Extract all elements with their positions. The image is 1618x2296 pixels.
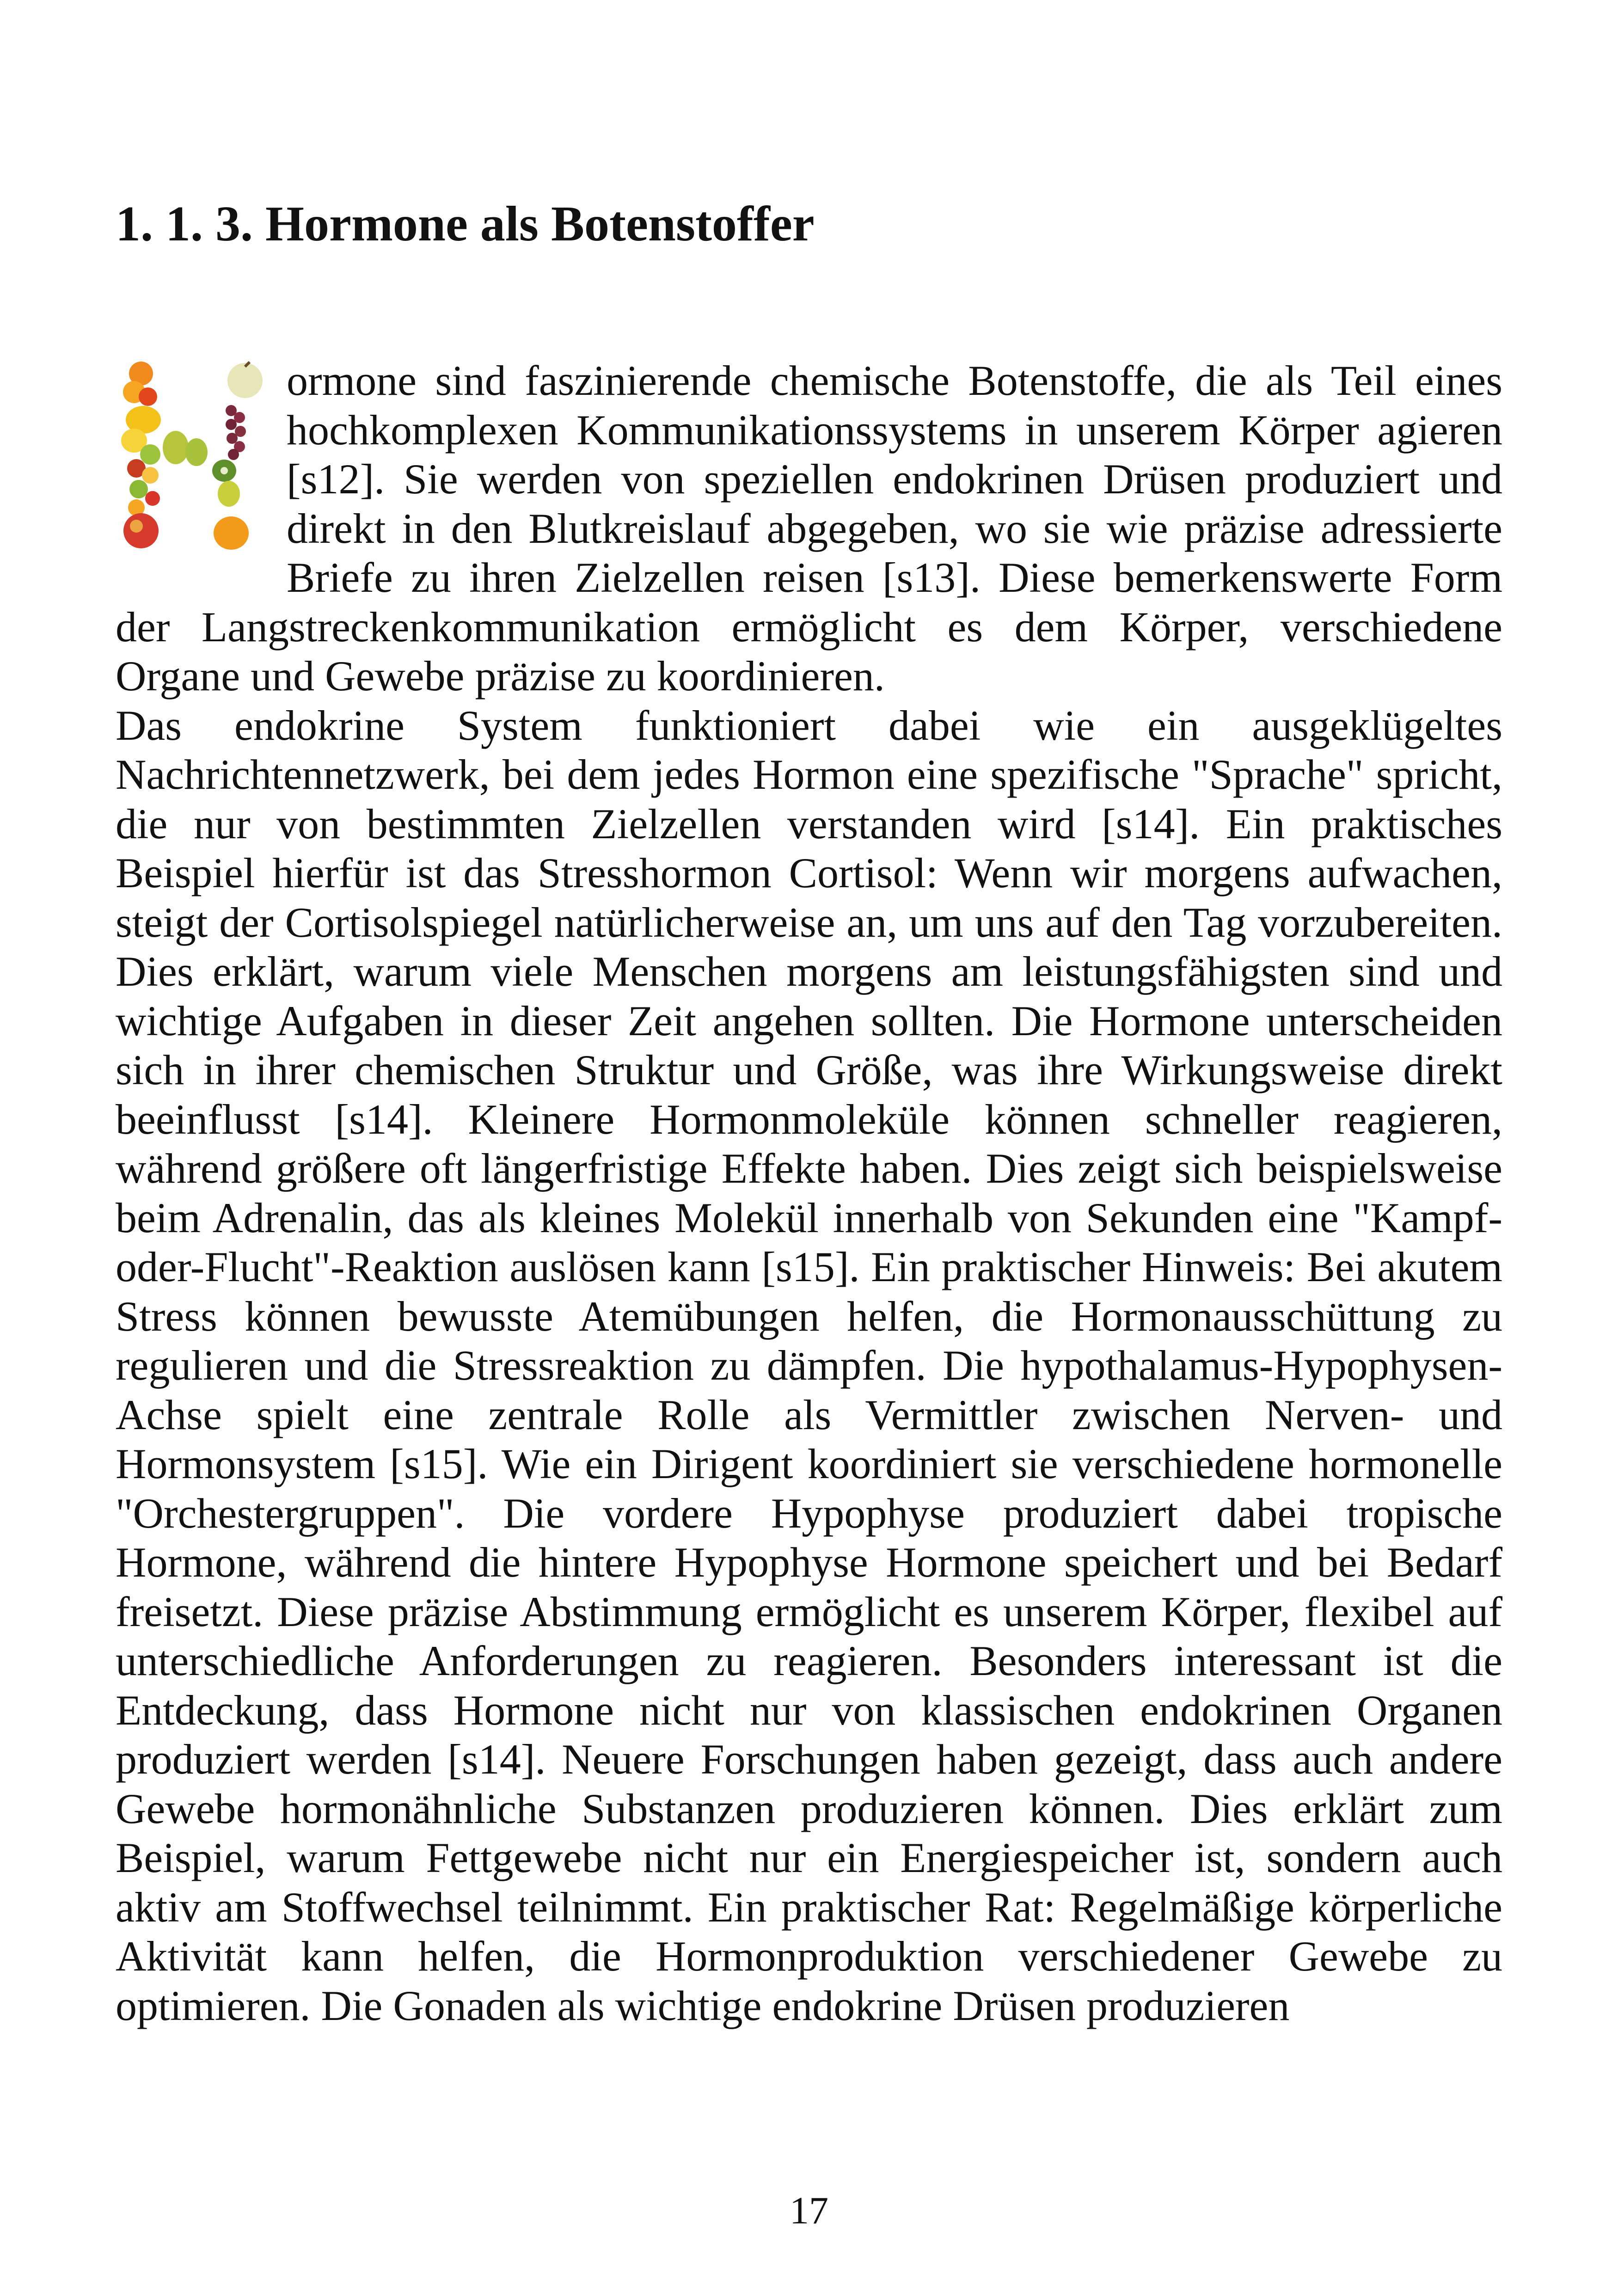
- body-text: [116, 356, 1502, 2030]
- page-number: 17: [790, 2189, 828, 2232]
- paragraph-text: ormone sind faszinierende chemische Botenstoffe, die als Teil eines hochkomplexen Kommunikationssystems in unserem Körper agieren [s12]. Sie werden von speziellen endokrinen Drüsen produziert und direkt in den Blutkreislauf abgegeben, wo sie wie präzise adressierte Briefe zu ihren Zielzellen reisen [s13]. Diese bemerkenswerte Form der Langstreckenkommunikation ermöglicht es dem Körper, verschiedene Organe und Gewebe präzise zu koordinieren.: [116, 357, 1502, 700]
- fruit-letter-h-icon: [116, 360, 273, 554]
- paragraph-text: Das endokrine System funktioniert dabei wie ein ausgeklügeltes Nachrichtennetzwerk, bei dem jedes Hormon eine spezifische "Sprache" spricht, die nur von bestimmten Zielzellen verstanden wird [s14]. Ein praktisches Beispiel hierfür ist das Stresshormon Cortisol: Wenn wir morgens aufwachen, steigt der Cortisolspiegel natürlicherweise an, um uns auf den Tag vorzubereiten. Dies erklärt, warum viele Menschen morgens am leistungsfähigsten sind und wichtige Aufgaben in dieser Zeit angehen sollten. Die Hormone unterscheiden sich in ihrer chemischen Struktur und Größe, was ihre Wirkungsweise direkt beeinflusst [s14]. Kleinere Hormonmoleküle können schneller reagieren, während größere oft längerfristige Effekte haben. Dies zeigt sich beispielsweise beim Adrenalin, das als kleines Molekül innerhalb von Sekunden eine "Kampf-oder-Flucht"-Reaktion auslösen kann [s15]. Ein praktischer Hinweis: Bei akutem Stress können bewusste Atemübungen helfen, die Hormonausschüttung zu regulieren und die Stressreaktion zu dämpfen. Die hypothalamus-Hypophysen-Achse spielt eine zentrale Rolle als Vermittler zwischen Nerven- und Hormonsystem [s15]. Wie ein Dirigent koordiniert sie verschiedene hormonelle "Orchestergruppen". Die vordere Hypophyse produziert dabei tropische Hormone, während die hintere Hypophyse Hormone speichert und bei Bedarf freisetzt. Diese präzise Abstimmung ermöglicht es unserem Körper, flexibel auf unterschiedliche Anforderungen zu reagieren. Besonders interessant ist die Entdeckung, dass Hormone nicht nur von klassischen endokrinen Organen produziert werden [s14]. Neuere Forschungen haben gezeigt, dass auch andere Gewebe hormonähnliche Substanzen produzieren können. Dies erklärt zum Beispiel, warum Fettgewebe nicht nur ein Energiespeicher ist, sondern auch aktiv am Stoffwechsel teilnimmt. Ein praktischer Rat: Regelmäßige körperliche Aktivität kann helfen, die Hormonproduktion verschiedener Gewebe zu optimieren. Die Gonaden als wichtige endokrine Drüsen produzieren: [116, 701, 1502, 2029]
- paragraph: [116, 701, 1502, 2031]
- paragraph: [116, 356, 1502, 701]
- section-heading: 1. 1. 3. Hormone als Botenstoffer: [116, 196, 815, 252]
